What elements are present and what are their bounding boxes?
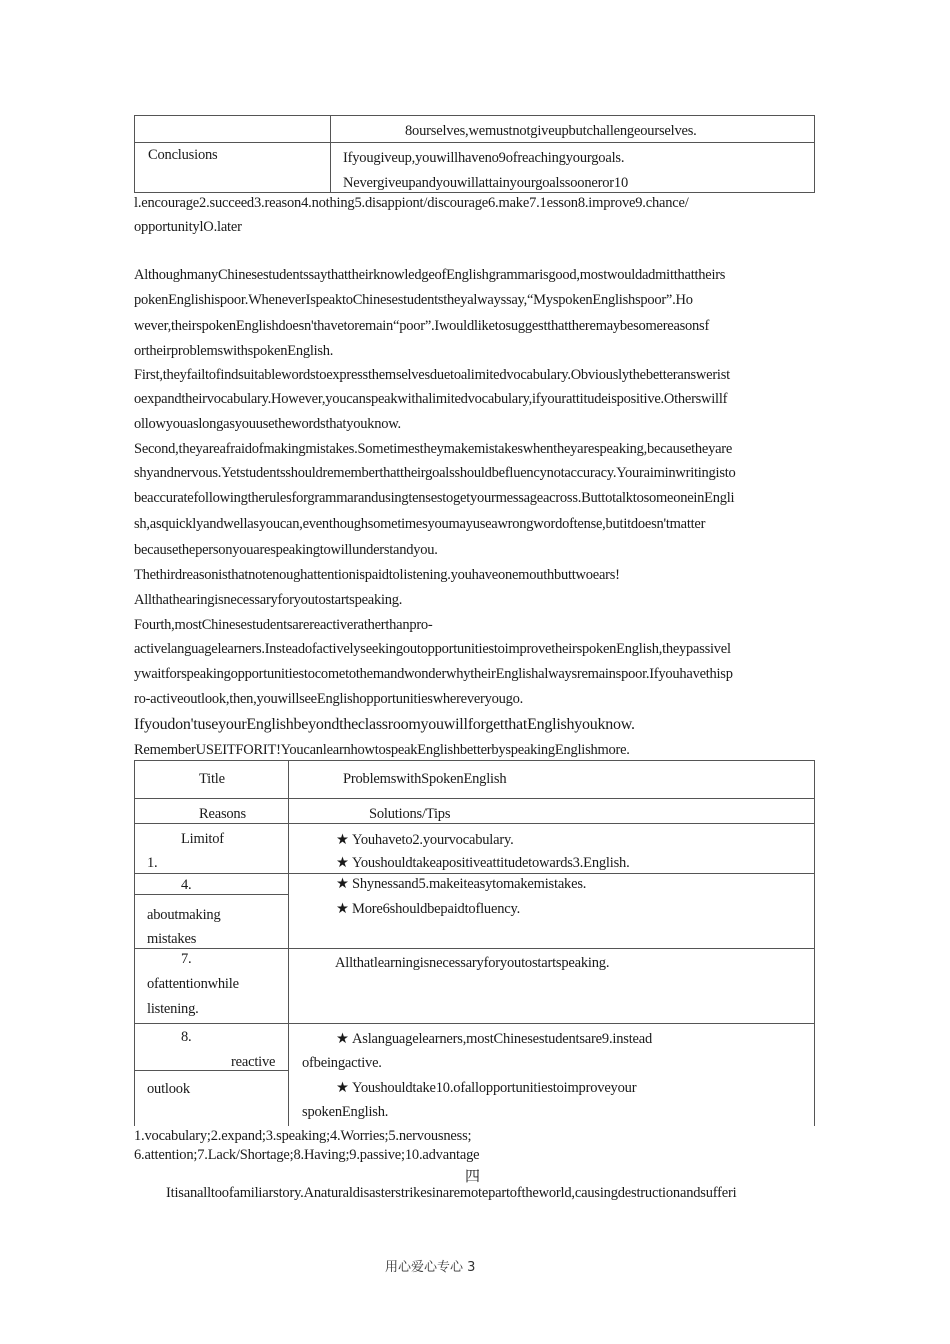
reasons-header: Reasons [199, 806, 246, 822]
solution-3-tip-1: Allthatlearningisnecessaryforyoutostartspeaking. [335, 955, 610, 971]
passage-line: becausethepersonyouarespeakingtowillunderstandyou. [134, 542, 438, 558]
star-icon: ★ [336, 1080, 349, 1096]
reason-2-line3: mistakes [147, 931, 197, 947]
passage-line: Second,theyareafraidofmakingmistakes.Sometimestheymakemistakeswhentheyarespeaking,becausetheyare [134, 441, 733, 457]
passage-line: First,theyfailtofindsuitablewordstoexpressthemselvesduetoalimitedvocabulary.Obviouslythebetteranswerist [134, 367, 730, 383]
passage-line: ro-activeoutlook,then,youwillseeEnglishopportunitieswhereveryougo. [134, 691, 524, 707]
star-icon: ★ [336, 832, 349, 848]
reason-1-line2: 1. [147, 855, 158, 871]
passage-line: ywaitforspeakingopportunitiestocometothemandwonderwhytheirEnglishalwaysremainspoor.Ifyouhavethisp [134, 666, 733, 682]
passage-line: AlthoughmanyChinesestudentssaythattheirknowledgeofEnglishgrammarisgood,mostwouldadmitthattheirs [134, 267, 726, 283]
section-marker: 四 [465, 1167, 481, 1185]
star-icon: ★ [336, 901, 349, 917]
passage-line: Fourth,mostChinesestudentsarereactiveratherthanpro- [134, 617, 433, 633]
solution-4-tip-1-cont: ofbeingactive. [302, 1055, 382, 1071]
passage-line: sh,asquicklyandwellasyoucan,eventhoughsometimesyoumayuseawrongwordoftense,butitdoesn'tmatter [134, 516, 706, 532]
star-icon: ★ [336, 876, 349, 892]
passage-line: oexpandtheirvocabulary.However,youcanspeakwithalimitedvocabulary,ifyourattitudeispositive.Otherswillf [134, 391, 728, 407]
next-passage-line: Itisanalltoofamiliarstory.Anaturaldisasterstrikesinaremotepartoftheworld,causingdestructionandsufferi [166, 1185, 737, 1201]
solution-4-tip-2: Youshouldtake10.ofallopportunitiestoimproveyour [352, 1080, 637, 1096]
passage-line: RememberUSEITFORIT!YoucanlearnhowtospeakEnglishbetterbyspeakingEnglishmore. [134, 742, 630, 758]
answer-key-2-line1: 1.vocabulary;2.expand;3.speaking;4.Worries;5.nervousness; [134, 1128, 472, 1144]
solution-2-tip-1: Shynessand5.makeiteasytomakemistakes. [352, 876, 587, 892]
star-icon: ★ [336, 855, 349, 871]
solution-2-tip-2: More6shouldbepaidtofluency. [352, 901, 521, 917]
star-icon: ★ [336, 1031, 349, 1047]
answer-key-1-line1: l.encourage2.succeed3.reason4.nothing5.disappiont/discourage6.make7.1esson8.improve9.chance/ [134, 195, 689, 211]
passage-line: activelanguagelearners.InsteadofactivelyseekingoutopportunitiestoimprovetheirspokenEnglish,theypassivel [134, 641, 731, 657]
reason-4-line2: reactive [231, 1054, 276, 1070]
solution-1-tip-1: Youhaveto2.yourvocabulary. [352, 832, 514, 848]
passage-line: beaccuratefollowingtherulesforgrammarandusingtensestogetyourmessageacross.ButtotalktosomeoneinEngli [134, 490, 735, 506]
passage-line: ollowyouaslongasyouusethewordsthatyouknow. [134, 416, 401, 432]
passage-line: pokenEnglishispoor.WheneverIspeaktoChinesestudentstheyalwayssay,“MyspokenEnglishspoor”.Ho [134, 292, 693, 308]
solution-1-tip-2: Youshouldtakeapositiveattitudetowards3.English. [352, 855, 630, 871]
solutions-header: Solutions/Tips [369, 806, 451, 822]
passage-line: wever,theirspokenEnglishdoesn'thavetoremain“poor”.Iwouldliketosuggestthattheremaybesomereasonsf [134, 318, 710, 334]
reason-1-line1: Limitof [181, 831, 224, 847]
reason-2-line1: 4. [181, 877, 192, 893]
solution-4-tip-2-cont: spokenEnglish. [302, 1104, 389, 1120]
reason-2-line2: aboutmaking [147, 907, 221, 923]
passage-line: Allthathearingisnecessaryforyoutostartspeaking. [134, 592, 403, 608]
passage-line: shyandnervous.Yetstudentsshouldrememberthattheirgoalsshouldbefluencynotaccuracy.Youraiminwritingisto [134, 465, 736, 481]
passage-line: ortheirproblemswithspokenEnglish. [134, 343, 334, 359]
table-title-label: Title [199, 771, 225, 787]
reason-3-line3: listening. [147, 1001, 199, 1017]
table-title-value: ProblemswithSpokenEnglish [343, 771, 507, 787]
reason-4-line1: 8. [181, 1029, 192, 1045]
top-table-row2-line2: Nevergiveupandyouwillattainyourgoalssooneror10 [343, 175, 629, 191]
passage-line: Ifyoudon'tuseyourEnglishbeyondtheclassroomyouwillforgetthatEnglishyouknow. [134, 716, 635, 733]
answer-key-1-line2: opportunitylO.later [134, 219, 242, 235]
answer-key-2-line2: 6.attention;7.Lack/Shortage;8.Having;9.passive;10.advantage [134, 1147, 480, 1163]
top-table-conclusions-label: Conclusions [148, 147, 218, 163]
reason-4-line3: outlook [147, 1081, 190, 1097]
reason-3-line2: ofattentionwhile [147, 976, 239, 992]
reason-3-line1: 7. [181, 951, 192, 967]
top-table-row2-line1: Ifyougiveup,youwillhaveno9ofreachingyourgoals. [343, 150, 625, 166]
page-footer: 用心爱心专心 3 [385, 1260, 476, 1275]
solution-4-tip-1: Aslanguagelearners,mostChinesestudentsare9.instead [352, 1031, 653, 1047]
top-table-row1-right: 8ourselves,wemustnotgiveupbutchallengeourselves. [405, 123, 697, 139]
passage-line: Thethirdreasonisthatnotenoughattentionispaidtolistening.youhaveonemouthbuttwoears! [134, 567, 620, 583]
